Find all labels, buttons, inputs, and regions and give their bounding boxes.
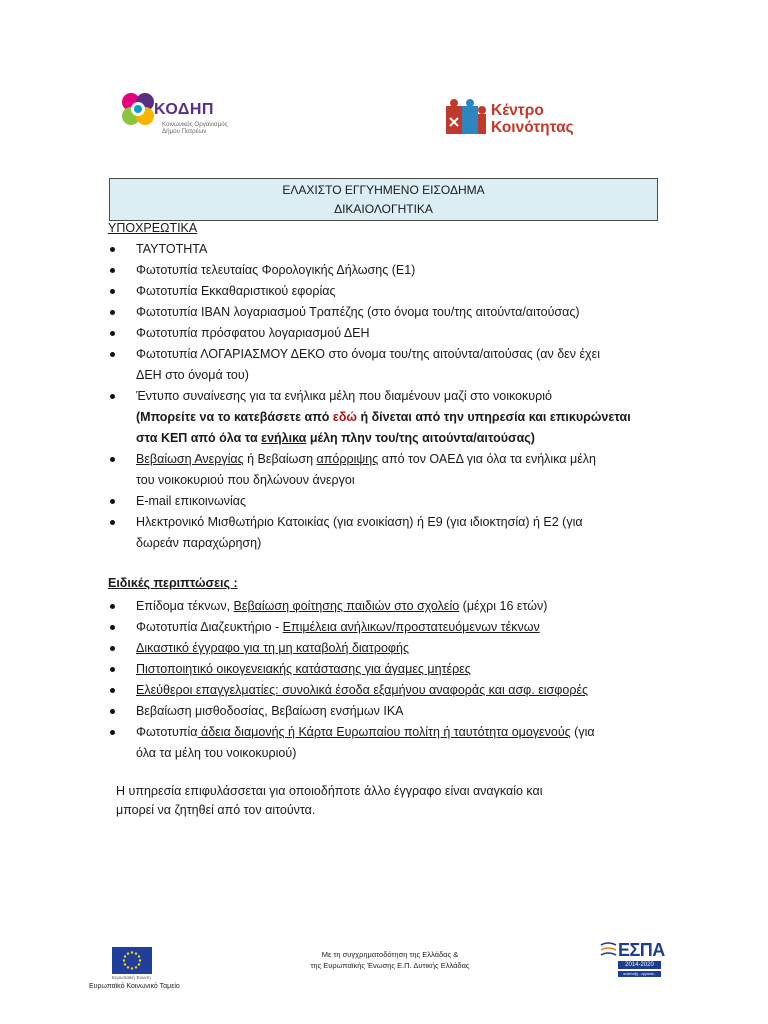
item-text-underlined: Ελεύθεροι επαγγελματίες: συνολικά έσοδα εξαμήνου αναφοράς και ασφ. εισφορές	[136, 683, 589, 697]
eu-caption: Ευρωπαϊκή Ένωση	[112, 975, 151, 980]
kodip-name: ΚΟΔΗΠ	[154, 101, 214, 118]
item-text: Βεβαίωση μισθοδοσίας, Βεβαίωση ενσήμων ΙΚΑ	[136, 704, 404, 718]
service-note	[116, 782, 676, 820]
espa-subtitle: ανάπτυξη - εργασία - αλληλεγγύη	[618, 971, 661, 977]
item-text: ΤΑΥΤΟΤΗΤΑ	[136, 242, 208, 256]
eu-stars-icon	[112, 947, 152, 974]
list-item	[108, 491, 698, 512]
item-text: του νοικοκυριού που δηλώνουν άνεργοι	[136, 473, 355, 487]
list-item	[108, 596, 698, 617]
espa-logo	[600, 940, 665, 982]
list-item	[108, 722, 698, 764]
list-item	[108, 680, 698, 701]
list-item	[108, 512, 698, 554]
item-text: Ηλεκτρονικό Μισθωτήριο Κατοικίας (για ενοικίαση) ή Ε9 (για ιδιοκτησία) ή Ε2 (για	[136, 515, 583, 529]
item-text-underlined: Πιστοποιητικό οικογενειακής κατάστασης για άγαμες μητέρες	[136, 662, 471, 676]
title-subline: ΔΙΚΑΙΟΛΟΓΗΤΙΚΑ	[334, 202, 433, 216]
kentro-line: Κοινότητας	[491, 119, 574, 136]
list-item	[108, 302, 698, 323]
item-text-part: (μέχρι 16 ετών)	[459, 599, 548, 613]
list-item	[108, 281, 698, 302]
item-text-part: (Μπορείτε να το κατεβάσετε από	[136, 410, 333, 424]
espa-title: ΕΣΠΑ	[618, 940, 665, 960]
esf-label: Ευρωπαϊκό Κοινωνικό Ταμείο	[89, 983, 180, 990]
item-text: Έντυπο συναίνεσης για τα ενήλικα μέλη που διαμένουν μαζί στο νοικοκυριό	[136, 389, 552, 403]
kodip-subtitle-line: Δήμου Πατρέων	[162, 128, 207, 135]
item-text: Φωτοτυπία πρόσφατου λογαριασμού ΔΕΗ	[136, 326, 370, 340]
item-text: όλα τα μέλη του νοικοκυριού)	[136, 746, 297, 760]
item-text: Φωτοτυπία ΛΟΓΑΡΙΑΣΜΟΥ ΔΕΚΟ στο όνομα του/της αιτούντα/αιτούσας (αν δεν έχει	[136, 347, 600, 361]
item-text-part: Φωτοτυπία	[136, 725, 198, 739]
item-text-underlined: Επιμέλεια ανήλικων/προστατευόμενων τέκνων	[282, 620, 540, 634]
item-text: δωρεάν παραχώρηση)	[136, 536, 262, 550]
list-item	[108, 323, 698, 344]
eu-flag-icon	[112, 947, 152, 974]
item-text-underlined: Δικαστικό έγγραφο για τη μη καταβολή διατροφής	[136, 641, 409, 655]
item-text-part: Φωτοτυπία Διαζευκτήριο -	[136, 620, 283, 634]
item-text: ΔΕΗ στο όνομά του)	[136, 368, 249, 382]
kodip-subtitle-line: Κοινωνικός Οργανισμός	[162, 121, 228, 128]
item-text: Φωτοτυπία Εκκαθαριστικού εφορίας	[136, 284, 336, 298]
note-line: Η υπηρεσία επιφυλάσσεται για οποιοδήποτε άλλο έγγραφο είναι αναγκαίο και	[116, 784, 543, 798]
kentro-koinotitas-text	[491, 102, 574, 136]
espa-emblem-icon	[600, 941, 617, 961]
list-item	[108, 239, 698, 260]
list-item	[108, 344, 698, 386]
item-text-underlined: απόρριψης	[316, 452, 379, 466]
list-item	[108, 638, 698, 659]
item-text-part: από τον ΟΑΕΔ για όλα τα ενήλικα μέλη	[378, 452, 596, 466]
item-text-part: ή δίνεται από την υπηρεσία και επικυρώνεται	[356, 410, 631, 424]
kentro-koinotitas-logo	[444, 98, 594, 143]
kodip-logo	[116, 88, 246, 148]
list-item	[108, 659, 698, 680]
item-text-underlined: άδεια διαμονής ή Κάρτα Ευρωπαίου πολίτη ή ταυτότητα ομογενούς	[197, 725, 571, 739]
title-box	[109, 178, 658, 221]
list-item	[108, 701, 698, 722]
list-item	[108, 449, 698, 491]
cofund-line: της Ευρωπαϊκής Ένωσης Ε.Π. Δυτικής Ελλάδας	[310, 961, 470, 970]
special-list	[108, 596, 698, 764]
download-link[interactable]: εδώ	[332, 410, 357, 424]
espa-years: 2014-2020	[618, 961, 661, 969]
kentro-line: Κέντρο	[491, 102, 544, 119]
item-text-part: Επίδομα τέκνων,	[136, 599, 234, 613]
item-text-part: στα ΚΕΠ από όλα τα	[136, 431, 262, 445]
item-text	[136, 431, 535, 445]
list-item	[108, 260, 698, 281]
item-text: Φωτοτυπία IBAN λογαριασμού Τραπέζης (στο όνομα του/της αιτούντα/αιτούσας)	[136, 305, 580, 319]
item-text-part: ή Βεβαίωση	[243, 452, 317, 466]
item-text	[136, 410, 631, 424]
item-text: E-mail επικοινωνίας	[136, 494, 246, 508]
item-text-part: μέλη πλην του/της αιτούντα/αιτούσας)	[306, 431, 535, 445]
cofunding-text	[285, 949, 495, 971]
cofund-line: Με τη συγχρηματοδότηση της Ελλάδας &	[321, 950, 459, 959]
community-people-icon	[444, 98, 488, 138]
title-line: ΕΛΑΧΙΣΤΟ ΕΓΓΥΗΜΕΝΟ ΕΙΣΟΔΗΜΑ	[282, 183, 485, 197]
required-list	[108, 239, 698, 554]
kodip-subtitle	[162, 121, 228, 135]
item-text: Φωτοτυπία τελευταίας Φορολογικής Δήλωσης (Ε1)	[136, 263, 416, 277]
item-text-underlined: Βεβαίωση φοίτησης παιδιών στο σχολείο	[233, 599, 460, 613]
item-text-underlined: ενήλικα	[261, 431, 307, 445]
list-item	[108, 386, 698, 449]
list-item	[108, 617, 698, 638]
required-section-title: ΥΠΟΧΡΕΩΤΙΚΑ	[108, 221, 198, 235]
item-text-underlined: Βεβαίωση Ανεργίας	[136, 452, 244, 466]
item-text-part: (για	[570, 725, 595, 739]
note-line: μπορεί να ζητηθεί από τον αιτούντα.	[116, 803, 316, 817]
special-section-title: Ειδικές περιπτώσεις :	[108, 576, 238, 590]
